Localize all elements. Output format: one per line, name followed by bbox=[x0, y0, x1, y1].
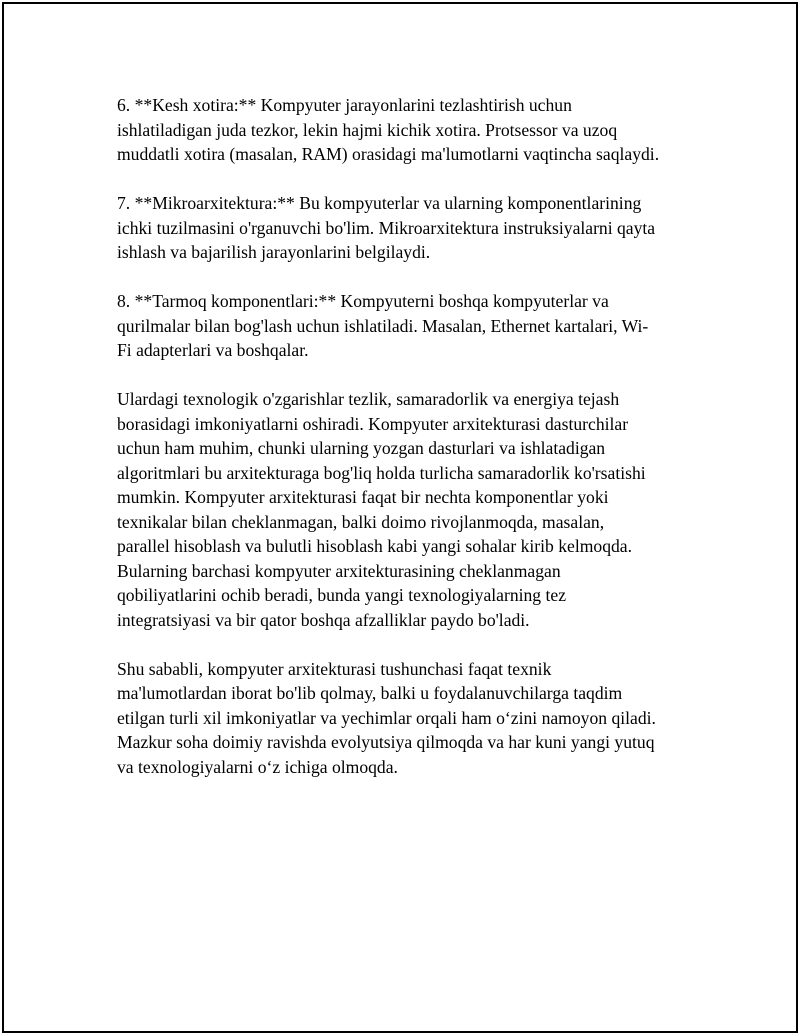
text-line: 7. **Mikroarxitektura:** Bu kompyuterlar va ularning komponentlarining bbox=[117, 193, 642, 213]
text-line: texnikalar bilan cheklanmagan, balki doimo rivojlanmoqda, masalan, bbox=[117, 511, 605, 532]
paragraph-mikroarxitektura bbox=[117, 191, 697, 265]
paragraph-tarmoq-komponentlari bbox=[117, 289, 697, 363]
paragraph-kesh-xotira bbox=[117, 93, 697, 167]
text-line: Fi adapterlari va boshqalar. bbox=[117, 340, 309, 360]
text-line: mumkin. Kompyuter arxitekturasi faqat bir nechta komponentlar yoki bbox=[117, 487, 609, 507]
text-line: ishlash va bajarilish jarayonlarini belgilaydi. bbox=[117, 242, 431, 262]
text-line: muddatli xotira (masalan, RAM) orasidagi ma'lumotlarni vaqtincha saqlaydi. bbox=[117, 144, 660, 164]
text-line: qurilmalar bilan bog'lash uchun ishlatiladi. Masalan, Ethernet kartalari, Wi- bbox=[117, 315, 649, 336]
text-line: etilgan turli xil imkoniyatlar va yechimlar orqali ham o‘zini namoyon qiladi. bbox=[117, 707, 656, 728]
text-line: ishlatiladigan juda tezkor, lekin hajmi kichik xotira. Protsessor va uzoq bbox=[117, 119, 618, 140]
text-line: integratsiyasi va bir qator boshqa afzalliklar paydo bo'ladi. bbox=[117, 609, 530, 630]
text-line: uchun ham muhim, chunki ularning yozgan dasturlari va ishlatadigan bbox=[117, 438, 606, 458]
text-line: ichki tuzilmasini o'rganuvchi bo'lim. Mikroarxitektura instruksiyalarni qayta bbox=[117, 217, 656, 238]
paragraph-xulosa bbox=[117, 657, 697, 780]
text-line: Mazkur soha doimiy ravishda evolyutsiya qilmoqda va har kuni yangi yutuq bbox=[117, 732, 655, 752]
text-line: 6. **Kesh xotira:** Kompyuter jarayonlarini tezlashtirish uchun bbox=[117, 95, 572, 115]
text-line: borasidagi imkoniyatlarni oshiradi. Kompyuter arxitekturasi dasturchilar bbox=[117, 413, 629, 434]
text-line: parallel hisoblash va bulutli hisoblash kabi yangi sohalar kirib kelmoqda. bbox=[117, 536, 633, 556]
document-body bbox=[117, 93, 697, 804]
paragraph-texnologik-ozgarishlar bbox=[117, 387, 697, 632]
text-line: Shu sababli, kompyuter arxitekturasi tushunchasi faqat texnik bbox=[117, 658, 552, 679]
text-line: va texnologiyalarni o‘z ichiga olmoqda. bbox=[117, 756, 398, 777]
text-line: 8. **Tarmoq komponentlari:** Kompyuterni boshqa kompyuterlar va bbox=[117, 291, 609, 311]
text-line: Bularning barchasi kompyuter arxitekturasining cheklanmagan bbox=[117, 560, 561, 581]
text-line: algoritmlari bu arxitekturaga bog'liq holda turlicha samaradorlik ko'rsatishi bbox=[117, 462, 646, 483]
text-line: Ulardagi texnologik o'zgarishlar tezlik, samaradorlik va energiya tejash bbox=[117, 389, 620, 409]
text-line: qobiliyatlarini ochib beradi, bunda yangi texnologiyalarning tez bbox=[117, 585, 567, 605]
text-line: ma'lumotlardan iborat bo'lib qolmay, balki u foydalanuvchilarga taqdim bbox=[117, 683, 623, 703]
